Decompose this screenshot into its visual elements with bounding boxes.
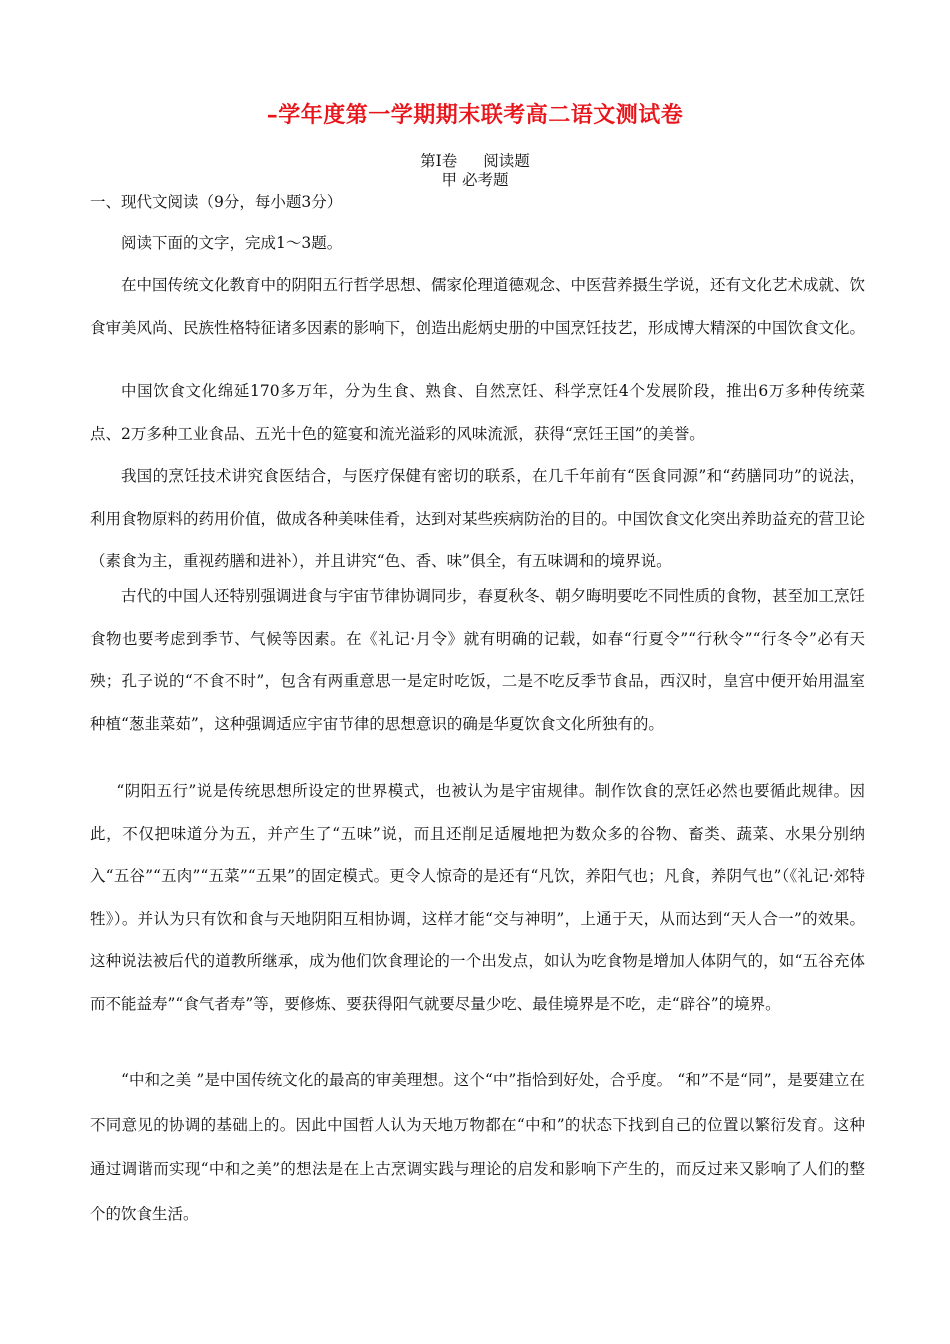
section-heading: 一、现代文阅读（9分，每小题3分）: [90, 193, 343, 211]
subpart-heading: 甲 必考题: [441, 171, 509, 189]
body-paragraph-5: “阴阳五行”说是传统思想所设定的世界模式，也被认为是宇宙规律。制作饮食的烹饪必然也要循此规律。因此，不仅把味道分为五，并产生了“五味”说，而且还削足适履地把为数众多的谷物、畜类、蔬菜、水果分别纳入“五谷”“五肉”“五菜”“五果”的固定模式。更令人惊奇的是还有“凡饮，养阳气也；凡食，养阴气也”（《礼记·郊特牲》）。并认为只有饮和食与天地阴阳互相协调，这样才能“交与神明”，上通于天，从而达到“天人合一”的效果。这种说法被后代的道教所继承，成为他们饮食理论的一个出发点，如认为吃食物是增加人体阴气的，如“五谷充体而不能益寿”“食气者寿”等，要修炼、要获得阳气就要尽量少吃、最佳境界是不吃，走“辟谷”的境界。: [90, 782, 865, 1013]
part-name: 阅读题: [483, 152, 530, 170]
body-paragraph-4: 古代的中国人还特别强调进食与宇宙节律协调同步，春夏秋冬、朝夕晦明要吃不同性质的食物，甚至加工烹饪食物也要考虑到季节、气候等因素。在《礼记·月令》就有明确的记载，如春“行夏令”“行秋令”“行冬令”必有天殃；孔子说的“不食不时”，包含有两重意思一是定时吃饭，二是不吃反季节食品，西汉时，皇宫中便开始用温室种植“葱韭菜茹”，这种强调适应宇宙节律的思想意识的确是华夏饮食文化所独有的。: [90, 587, 866, 733]
body-paragraph-3: 我国的烹饪技术讲究食医结合，与医疗保健有密切的联系，在几千年前有“医食同源”和“药膳同功”的说法，利用食物原料的药用价值，做成各种美味佳肴，达到对某些疾病防治的目的。中国饮食文化突出养助益充的营卫论（素食为主，重视药膳和进补），并且讲究“色、香、味”俱全，有五味调和的境界说。: [90, 467, 866, 570]
exam-title: –学年度第一学期期末联考高二语文测试卷: [266, 102, 684, 128]
part-label: 第Ⅰ卷: [420, 152, 458, 170]
body-paragraph-2: 中国饮食文化绵延170多万年，分为生食、熟食、自然烹饪、科学烹饪4个发展阶段，推出6万多种传统菜点、2万多种工业食品、五光十色的筵宴和流光溢彩的风味流派，获得“烹饪王国”的美誉。: [90, 382, 865, 443]
instruction-paragraph: 阅读下面的文字，完成1～3题。: [121, 234, 343, 252]
body-paragraph-6: “中和之美 ”是中国传统文化的最高的审美理想。这个“中”指恰到好处，合乎度。 “和”不是“同”，是要建立在不同意见的协调的基础上的。因此中国哲人认为天地万物都在“中和”的状态下找到自己的位置以繁衍发育。这种通过调谐而实现“中和之美”的想法是在上古烹调实践与理论的启发和影响下产生的，而反过来又影响了人们的整个的饮食生活。: [90, 1071, 865, 1223]
body-paragraph-1: 在中国传统文化教育中的阴阳五行哲学思想、儒家伦理道德观念、中医营养摄生学说，还有文化艺术成就、饮食审美风尚、民族性格特征诸多因素的影响下，创造出彪炳史册的中国烹饪技艺，形成博大精深的中国饮食文化。: [90, 276, 866, 337]
